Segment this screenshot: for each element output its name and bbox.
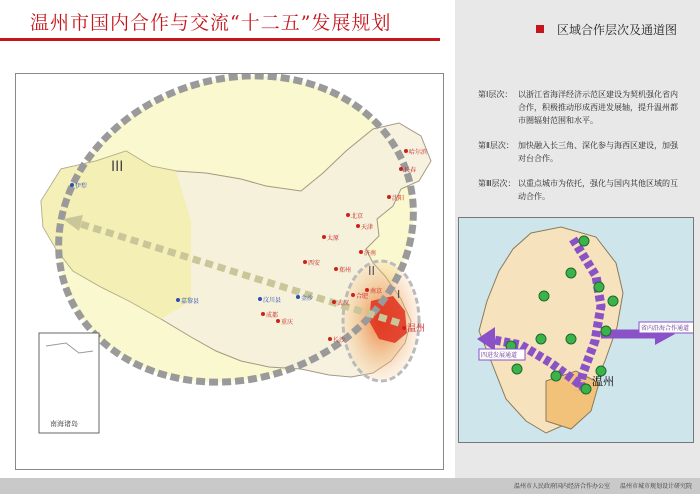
- footer: [0, 478, 700, 494]
- city-dot: [332, 300, 336, 304]
- city-label: 济南: [364, 250, 377, 257]
- city-dot: [276, 319, 280, 323]
- city-node: [512, 364, 522, 374]
- city-dot: [70, 183, 74, 187]
- level-label: 第Ⅲ层次：: [478, 179, 516, 188]
- level-text: 以浙江省海洋经济示范区建设为契机强化省内合作，积极推动形成西进发展轴，提升温州都市圈辐射范围和水平。: [518, 90, 678, 125]
- city-label: 金沙: [301, 295, 314, 302]
- city-dot: [351, 293, 355, 297]
- city-label: 长沙: [333, 337, 346, 344]
- city-label: 武汉: [337, 300, 350, 307]
- city-dot: [404, 149, 408, 153]
- city-label: 汶川县: [263, 297, 282, 304]
- title-rule: [0, 38, 440, 41]
- footer-left: 温州市人民政府国内经济合作办公室: [514, 483, 611, 490]
- city-label: 重庆: [281, 319, 294, 326]
- china-map-svg: [16, 74, 443, 469]
- city-node: [581, 384, 591, 394]
- footer-right: 温州市城市规划设计研究院: [620, 483, 693, 490]
- section-bullet-icon: [536, 25, 544, 33]
- inset-label: 省内沿海合作通道: [641, 325, 690, 332]
- ring-label-ii: II: [368, 264, 376, 278]
- city-label: 南京: [370, 288, 383, 295]
- city-label: 北京: [351, 213, 364, 220]
- city-label: 西安: [308, 260, 321, 267]
- south-sea-label: 南海诸岛: [50, 420, 78, 428]
- level-label: 第Ⅱ层次：: [478, 141, 514, 150]
- city-dot: [356, 224, 360, 228]
- city-dot: [346, 213, 350, 217]
- city-dot: [365, 288, 369, 292]
- city-label: 天津: [361, 224, 374, 231]
- city-dot: [402, 326, 406, 330]
- city-label: 长春: [404, 167, 417, 174]
- city-dot: [176, 298, 180, 302]
- city-dot: [359, 250, 363, 254]
- city-label: 沈阳: [392, 195, 405, 202]
- section-title: 区域合作层次及通道图: [557, 23, 678, 37]
- city-node: [566, 268, 576, 278]
- level-label: 第Ⅰ层次：: [478, 90, 513, 99]
- city-node: [608, 296, 618, 306]
- page-title: 温州市国内合作与交流“十二五”发展规划: [30, 12, 392, 34]
- city-dot: [334, 267, 338, 271]
- city-label: 合肥: [356, 293, 369, 300]
- city-label: 哈尔滨: [409, 149, 428, 156]
- inset-label: 温州: [592, 375, 614, 388]
- city-label: 温州: [407, 324, 426, 334]
- level-text: 以重点城市为依托，强化与国内其他区域的互动合作。: [518, 179, 678, 201]
- city-node: [536, 334, 546, 344]
- city-label: 成都: [266, 312, 279, 319]
- city-dot: [303, 260, 307, 264]
- city-label: 太原: [327, 235, 340, 242]
- city-dot: [258, 297, 262, 301]
- city-node: [539, 291, 549, 301]
- level-text: 加快融入长三角、深化参与海西区建设，加强对台合作。: [518, 141, 678, 163]
- city-node: [594, 282, 604, 292]
- city-dot: [322, 235, 326, 239]
- city-dot: [328, 337, 332, 341]
- city-node: [601, 326, 611, 336]
- city-dot: [387, 195, 391, 199]
- city-label: 郑州: [339, 267, 352, 274]
- xinjiang-tibet-zone: [41, 151, 191, 319]
- inset-label: 四进发展通道: [481, 352, 518, 359]
- ring-label-iii: III: [111, 159, 124, 175]
- city-label: 伊犁: [75, 183, 88, 190]
- city-label: 嘉黎县: [181, 298, 200, 305]
- china-map: [15, 73, 444, 470]
- level-2: [478, 139, 678, 165]
- city-dot: [399, 167, 403, 171]
- city-dot: [261, 312, 265, 316]
- city-node: [566, 334, 576, 344]
- city-node: [579, 236, 589, 246]
- city-node: [551, 371, 561, 381]
- ring-label-i: I: [397, 288, 401, 301]
- level-3: [478, 177, 678, 203]
- level-1: [478, 88, 678, 127]
- zhejiang-inset-map: [458, 217, 694, 443]
- south-sea-inset: [39, 333, 99, 433]
- inset-map-svg: [459, 218, 693, 442]
- city-dot: [296, 295, 300, 299]
- levels-list: [478, 88, 678, 215]
